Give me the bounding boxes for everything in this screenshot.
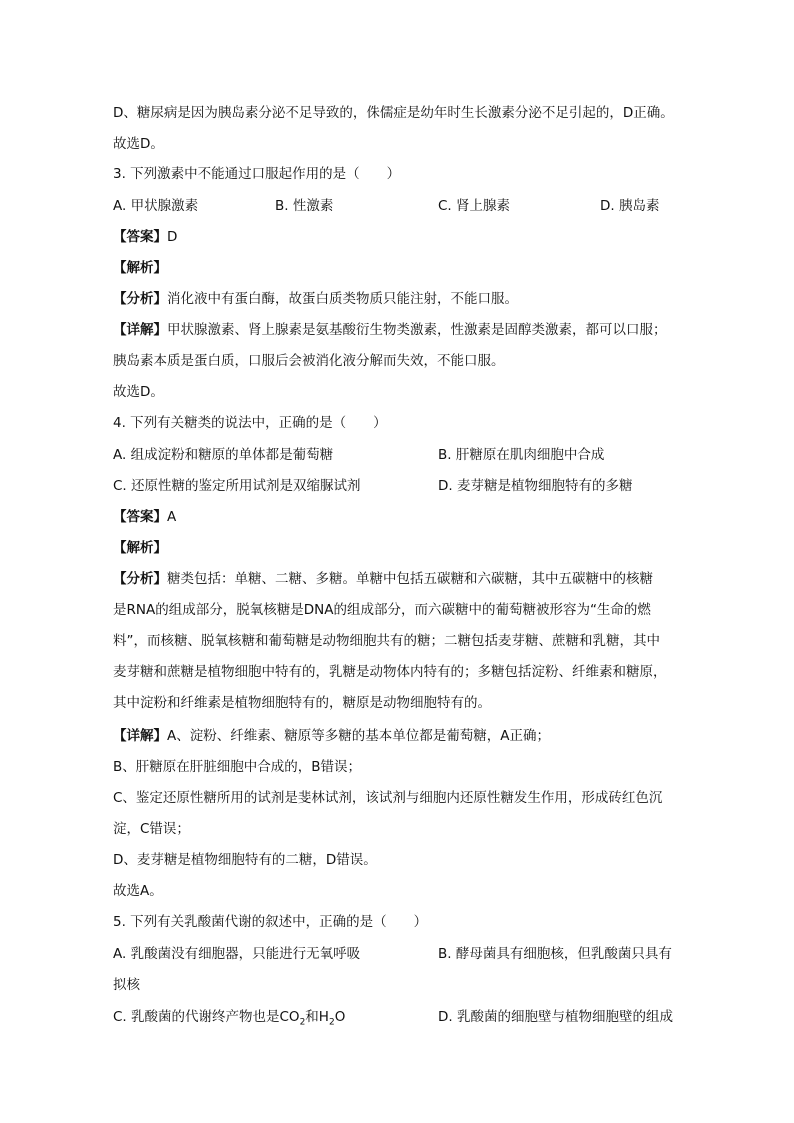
analysis-tag: 【分析】 xyxy=(113,571,167,587)
option-a: A. 甲状腺激素 xyxy=(113,198,199,214)
detail-line xyxy=(113,320,689,340)
option-d: D. 乳酸菌的细胞壁与植物细胞壁的组成 xyxy=(438,1009,673,1025)
answer-line xyxy=(113,507,689,527)
analysis-line xyxy=(113,289,689,309)
option-a: A. 乳酸菌没有细胞器，只能进行无氧呼吸 xyxy=(113,946,361,962)
text-line: 胰岛素本质是蛋白质，口服后会被消化液分解而失效，不能口服。 xyxy=(113,353,505,369)
detail-tag: 【详解】 xyxy=(113,322,167,338)
analysis-tag: 【分析】 xyxy=(113,291,167,307)
text-line: C、鉴定还原性糖所用的试剂是斐林试剂，该试剂与细胞内还原性糖发生作用，形成砖红色沉 xyxy=(113,790,663,806)
option-c: C. 还原性糖的鉴定所用试剂是双缩脲试剂 xyxy=(113,478,361,494)
option-d: D. 胰岛素 xyxy=(600,198,660,214)
option-b: B. 酵母菌具有细胞核，但乳酸菌只具有 xyxy=(438,946,672,962)
option-d: D. 麦芽糖是植物细胞特有的多糖 xyxy=(438,478,633,494)
answer-tag: 【答案】 xyxy=(113,509,167,525)
text-line: 故选D。 xyxy=(113,384,164,400)
text-line: 淀，C错误； xyxy=(113,821,190,837)
question-5: 5. 下列有关乳酸菌代谢的叙述中，正确的是（ ） xyxy=(113,914,428,930)
option-b: B. 性激素 xyxy=(275,198,334,214)
analysis-text: 糖类包括：单糖、二糖、多糖。单糖中包括五碳糖和六碳糖，其中五碳糖中的核糖 xyxy=(167,571,653,587)
analysis-text: 消化液中有蛋白酶，故蛋白质类物质只能注射，不能口服。 xyxy=(167,291,518,307)
answer-value: A xyxy=(167,509,177,525)
detail-tag: 【详解】 xyxy=(113,728,167,744)
answer-value: D xyxy=(167,229,178,245)
option-c: C. 肾上腺素 xyxy=(438,198,511,214)
text-line: 故选D。 xyxy=(113,136,164,152)
text-line: 麦芽糖和蔗糖是植物细胞中特有的，乳糖是动物体内特有的；多糖包括淀粉、纤维素和糖原， xyxy=(113,664,667,680)
question-4: 4. 下列有关糖类的说法中，正确的是（ ） xyxy=(113,415,387,431)
answer-line xyxy=(113,227,689,247)
text-line: 是RNA的组成部分，脱氧核糖是DNA的组成部分，而六碳糖中的葡萄糖被形容为“生命的燃 xyxy=(113,602,651,618)
answer-tag: 【答案】 xyxy=(113,229,167,245)
detail-text: A、淀粉、纤维素、糖原等多糖的基本单位都是葡萄糖，A正确； xyxy=(167,728,550,744)
option-b-continued: 拟核 xyxy=(113,977,140,993)
detail-line xyxy=(113,726,689,746)
analysis-heading: 【解析】 xyxy=(113,260,167,276)
detail-text: 甲状腺激素、肾上腺素是氨基酸衍生物类激素，性激素是固醇类激素，都可以口服； xyxy=(167,322,667,338)
text-line: 料”，而核糖、脱氧核糖和葡萄糖是动物细胞共有的糖；二糖包括麦芽糖、蔗糖和乳糖，其中 xyxy=(113,633,660,649)
analysis-heading: 【解析】 xyxy=(113,540,167,556)
text-line: D、麦芽糖是植物细胞特有的二糖，D错误。 xyxy=(113,852,377,868)
text-line: B、肝糖原在肝脏细胞中合成的，B错误； xyxy=(113,759,362,775)
option-a: A. 组成淀粉和糖原的单体都是葡萄糖 xyxy=(113,447,334,463)
option-c: C. 乳酸菌的代谢终产物也是$CO_2$和$H_2O$ xyxy=(113,1009,346,1028)
text-line: 其中淀粉和纤维素是植物细胞特有的，糖原是动物细胞特有的。 xyxy=(113,695,491,711)
question-3: 3. 下列激素中不能通过口服起作用的是（ ） xyxy=(113,166,401,182)
analysis-line xyxy=(113,569,689,589)
text-line: D、糖尿病是因为胰岛素分泌不足导致的，侏儒症是幼年时生长激素分泌不足引起的，D正确。 xyxy=(113,105,674,121)
text-line: 故选A。 xyxy=(113,883,163,899)
option-b: B. 肝糖原在肌肉细胞中合成 xyxy=(438,447,605,463)
